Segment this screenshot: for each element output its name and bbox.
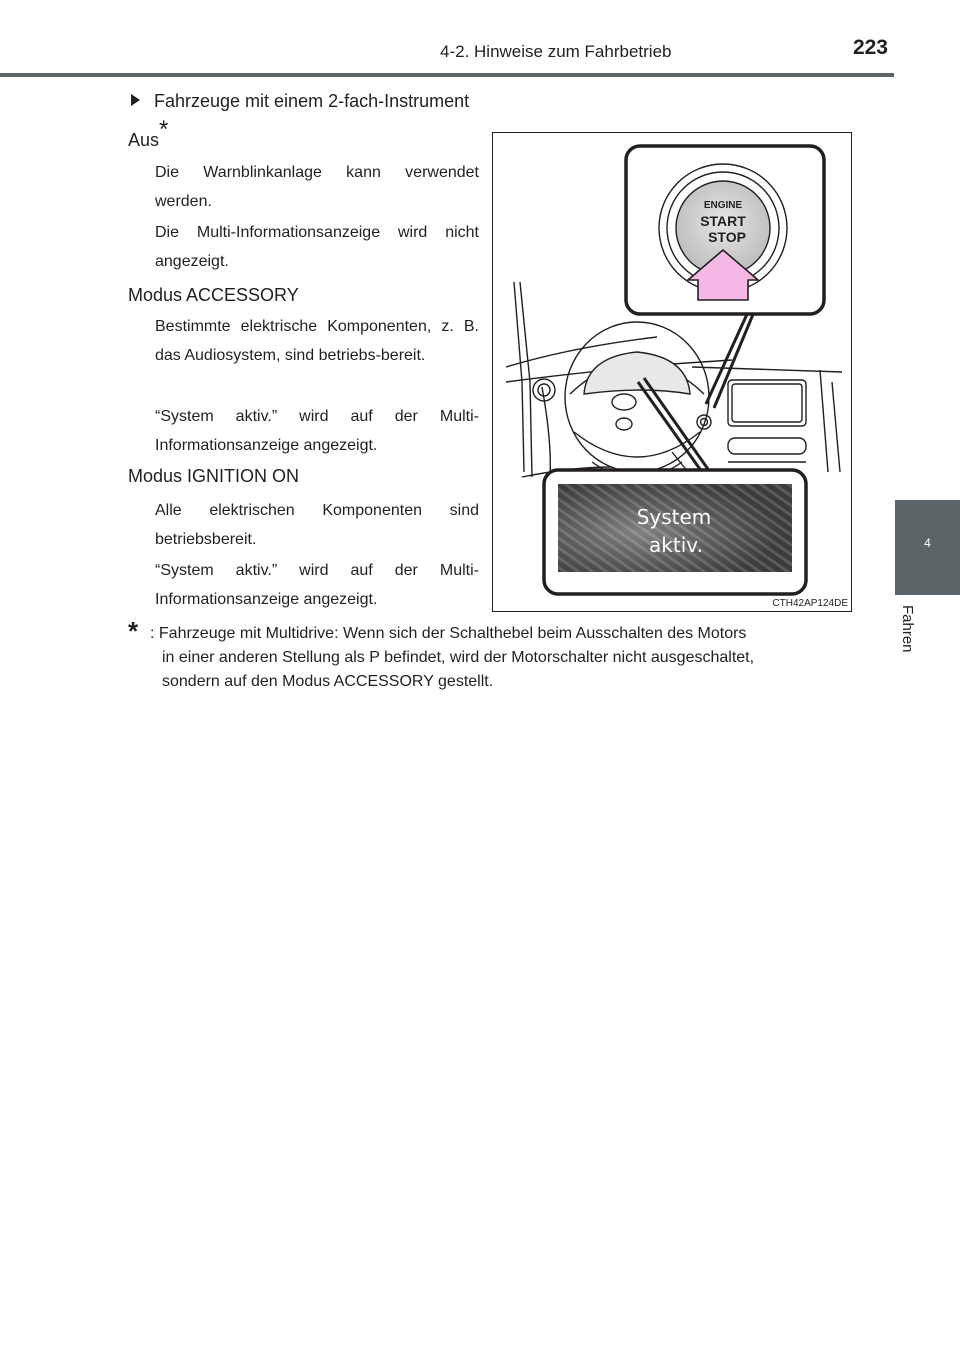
mode-paragraph: “System aktiv.” wird auf der Multi-Informationsanzeige angezeigt. [155,562,479,608]
mode-paragraph: Bestimmte elektrische Komponenten, z. B. das Audiosystem, sind betriebs-bereit. [155,318,479,364]
mode-heading-accessory: Modus ACCESSORY [128,285,299,305]
button-label-start: START [700,213,746,229]
button-label-stop: STOP [708,229,746,245]
mode-paragraph: Die Warnblinkanlage kann verwendet werden. [155,164,479,210]
header-rule [0,73,894,77]
footnote-line: in einer anderen Stellung als P befindet, wird der Motorschalter nicht ausgeschaltet, [162,649,755,666]
triangle-bullet-icon [131,94,140,106]
header-section-title: 4-2. Hinweise zum Fahrbetrieb [440,42,672,61]
chapter-title: Fahren [899,605,916,653]
bullet-heading-text: Fahrzeuge mit einem 2-fach-Instrument [154,91,470,111]
mode-title: Aus [128,130,160,150]
display-text-aktiv: aktiv. [649,533,703,557]
bullet-heading [131,91,469,112]
page-number: 223 [852,36,888,59]
mode-heading-aus [128,116,169,151]
chapter-tab [895,500,960,595]
display-text-system: System [636,505,712,529]
button-label-engine: ENGINE [703,200,743,211]
dashboard-illustration-svg [492,132,852,612]
figure-code: CTH42AP124DE [772,598,848,609]
chapter-number: 4 [924,536,931,550]
chapter-title-vertical [896,605,936,675]
footnote-text [150,622,850,694]
mode-paragraph: “System aktiv.” wird auf der Multi-Informationsanzeige angezeigt. [155,408,479,454]
mode-heading-ignition-on: Modus IGNITION ON [128,466,300,486]
dashboard-illustration [492,132,852,612]
mode-paragraph: Alle elektrischen Komponenten sind betriebsbereit. [155,502,479,548]
footnote-marker: * [128,616,139,646]
mode-paragraph: Die Multi-Informationsanzeige wird nicht angezeigt. [155,224,479,270]
footnote-marker: * [159,116,169,143]
footnote-line: sondern auf den Modus ACCESSORY gestellt. [162,673,494,690]
footnote-line: : Fahrzeuge mit Multidrive: Wenn sich der Schalthebel beim Ausschalten des Motors [150,625,747,642]
